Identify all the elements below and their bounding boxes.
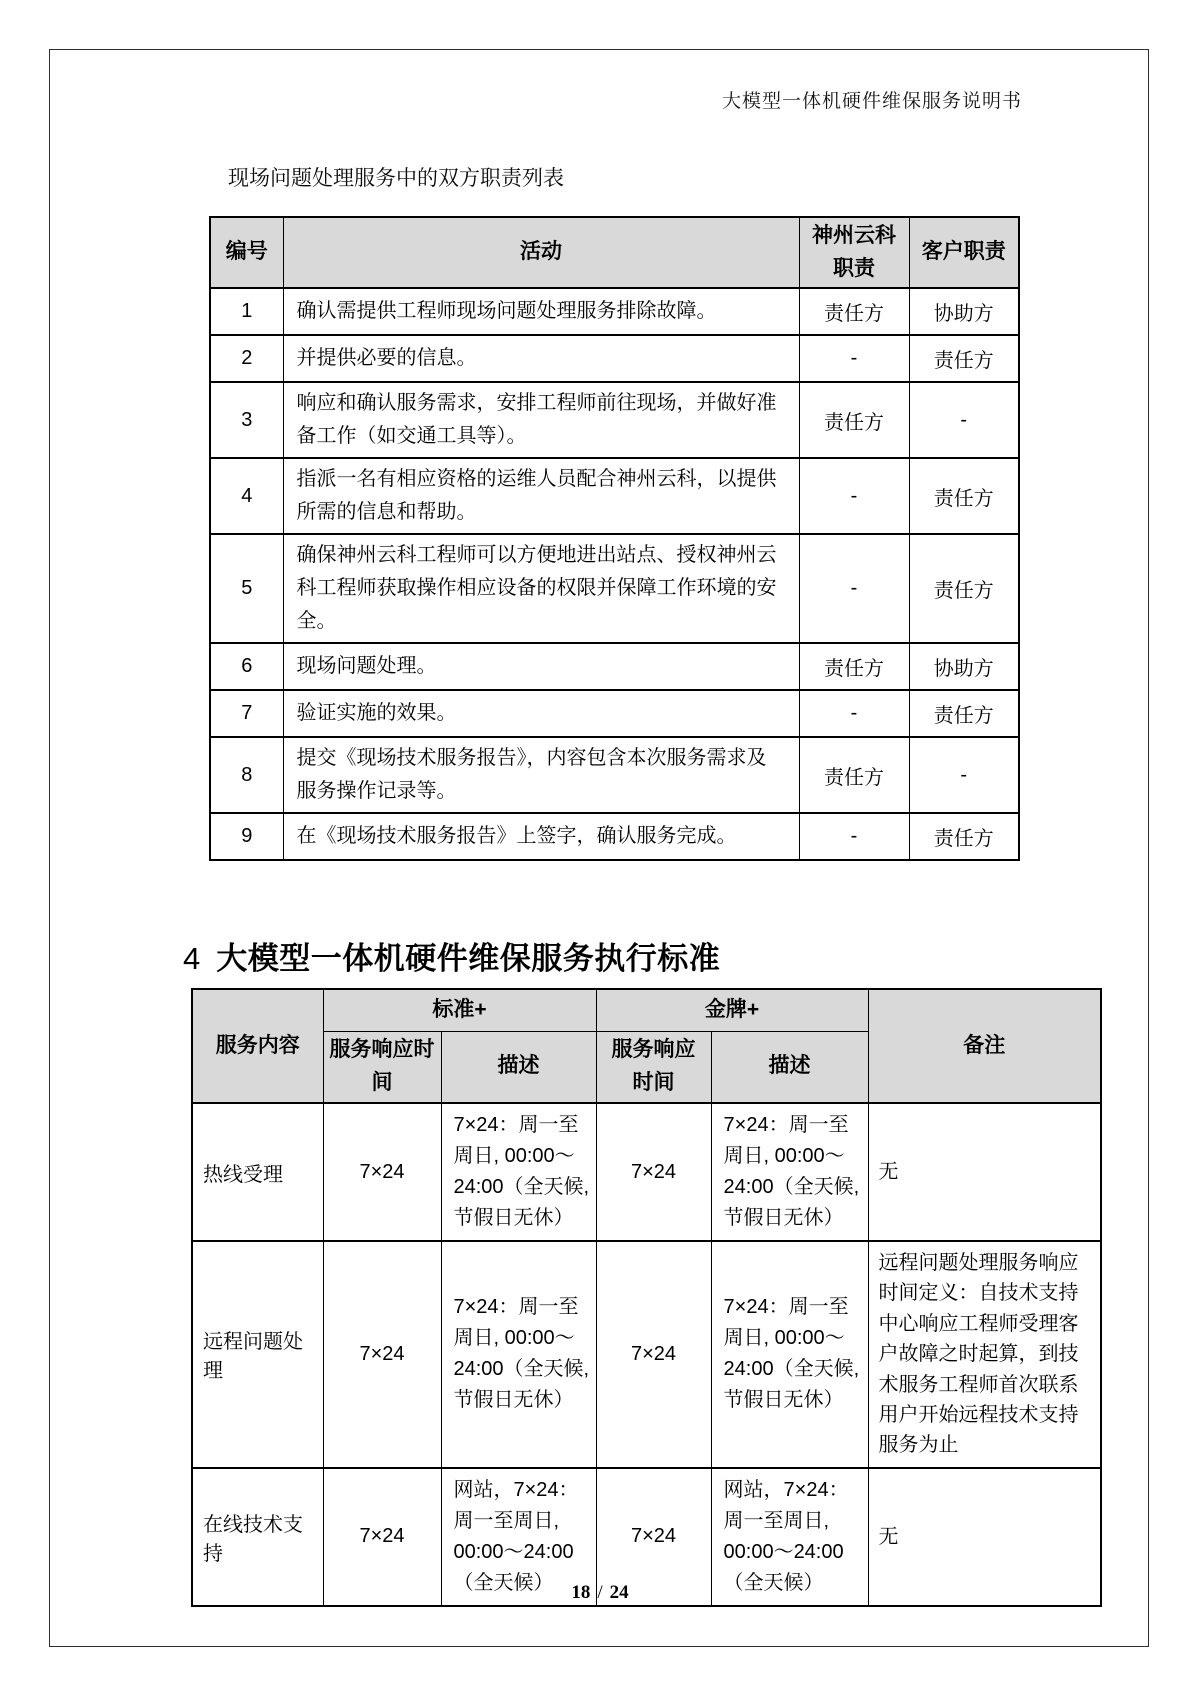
responsibility-table-body bbox=[210, 288, 1019, 860]
note-cell: 无 bbox=[868, 1468, 1101, 1606]
responsibility-table-header-row bbox=[210, 217, 1019, 288]
section-title: 大模型一体机硬件维保服务执行标准 bbox=[216, 941, 721, 976]
section-number: 4 bbox=[183, 941, 201, 976]
standard-response-time-cell: 7×24 bbox=[323, 1241, 441, 1468]
section-heading bbox=[183, 933, 720, 978]
responsibility-row bbox=[210, 690, 1019, 737]
standard-response-time-cell: 7×24 bbox=[323, 1468, 441, 1606]
gold-desc-cell: 7×24：周一至周日, 00:00～24:00（全天候, 节假日无休） bbox=[711, 1241, 868, 1468]
customer-role-cell: 责任方 bbox=[909, 458, 1019, 534]
row-number-cell: 6 bbox=[210, 643, 283, 690]
service-content-cell: 远程问题处理 bbox=[192, 1241, 323, 1468]
gold-desc-cell: 网站，7×24：周一至周日, 00:00～24:00（全天候） bbox=[711, 1468, 868, 1606]
customer-role-cell: 协助方 bbox=[909, 643, 1019, 690]
customer-role-cell: 责任方 bbox=[909, 690, 1019, 737]
vendor-role-cell: 责任方 bbox=[799, 288, 909, 335]
vendor-role-cell: 责任方 bbox=[799, 737, 909, 813]
page-footer bbox=[0, 1582, 1200, 1604]
row-number-cell: 1 bbox=[210, 288, 283, 335]
responsibility-row bbox=[210, 643, 1019, 690]
standards-row bbox=[192, 1103, 1101, 1241]
activity-cell: 提交《现场技术服务报告》，内容包含本次服务需求及服务操作记录等。 bbox=[283, 737, 799, 813]
activity-cell: 验证实施的效果。 bbox=[283, 690, 799, 737]
customer-role-cell: 责任方 bbox=[909, 534, 1019, 643]
header-cell-customer-role: 客户职责 bbox=[909, 217, 1019, 288]
standard-desc-cell: 7×24：周一至周日, 00:00～24:00（全天候, 节假日无休） bbox=[441, 1241, 596, 1468]
standards-table-body bbox=[192, 1103, 1101, 1606]
activity-cell: 指派一名有相应资格的运维人员配合神州云科，以提供所需的信息和帮助。 bbox=[283, 458, 799, 534]
vendor-role-cell: 责任方 bbox=[799, 382, 909, 458]
responsibility-table bbox=[209, 216, 1020, 861]
header-cell-number: 编号 bbox=[210, 217, 283, 288]
standards-table bbox=[191, 988, 1102, 1607]
row-number-cell: 7 bbox=[210, 690, 283, 737]
header-cell-desc-standard: 描述 bbox=[441, 1031, 596, 1103]
customer-role-cell: 责任方 bbox=[909, 335, 1019, 382]
row-number-cell: 4 bbox=[210, 458, 283, 534]
customer-role-cell: 协助方 bbox=[909, 288, 1019, 335]
vendor-role-cell: - bbox=[799, 813, 909, 860]
document-header-title: 大模型一体机硬件维保服务说明书 bbox=[721, 91, 1022, 112]
gold-response-time-cell: 7×24 bbox=[596, 1468, 711, 1606]
row-number-cell: 3 bbox=[210, 382, 283, 458]
note-cell: 无 bbox=[868, 1103, 1101, 1241]
responsibility-row bbox=[210, 813, 1019, 860]
header-cell-response-time-gold: 服务响应时间 bbox=[596, 1031, 711, 1103]
service-content-cell: 在线技术支持 bbox=[192, 1468, 323, 1606]
header-cell-response-time-standard: 服务响应时间 bbox=[323, 1031, 441, 1103]
standards-header-row-tiers bbox=[192, 989, 1101, 1031]
row-number-cell: 9 bbox=[210, 813, 283, 860]
footer-page-number: 18 bbox=[571, 1582, 591, 1603]
activity-cell: 确认需提供工程师现场问题处理服务排除故障。 bbox=[283, 288, 799, 335]
intro-text: 现场问题处理服务中的双方职责列表 bbox=[228, 167, 564, 190]
header-cell-tier-standard: 标准+ bbox=[323, 989, 596, 1031]
header-cell-tier-gold: 金牌+ bbox=[596, 989, 868, 1031]
vendor-role-cell: - bbox=[799, 690, 909, 737]
responsibility-row bbox=[210, 534, 1019, 643]
row-number-cell: 8 bbox=[210, 737, 283, 813]
responsibility-row bbox=[210, 335, 1019, 382]
standard-response-time-cell: 7×24 bbox=[323, 1103, 441, 1241]
header-cell-service-content: 服务内容 bbox=[192, 989, 323, 1103]
gold-response-time-cell: 7×24 bbox=[596, 1241, 711, 1468]
header-cell-note: 备注 bbox=[868, 989, 1101, 1103]
customer-role-cell: - bbox=[909, 737, 1019, 813]
gold-response-time-cell: 7×24 bbox=[596, 1103, 711, 1241]
customer-role-cell: 责任方 bbox=[909, 813, 1019, 860]
standards-row bbox=[192, 1241, 1101, 1468]
activity-cell: 并提供必要的信息。 bbox=[283, 335, 799, 382]
activity-cell: 在《现场技术服务报告》上签字，确认服务完成。 bbox=[283, 813, 799, 860]
responsibility-row bbox=[210, 382, 1019, 458]
activity-cell: 现场问题处理。 bbox=[283, 643, 799, 690]
note-cell: 远程问题处理服务响应时间定义：自技术支持中心响应工程师受理客户故障之时起算，到技术服务工程师首次联系用户开始远程技术支持服务为止 bbox=[868, 1241, 1101, 1468]
responsibility-row bbox=[210, 288, 1019, 335]
vendor-role-cell: - bbox=[799, 458, 909, 534]
service-content-cell: 热线受理 bbox=[192, 1103, 323, 1241]
header-cell-vendor-role: 神州云科职责 bbox=[799, 217, 909, 288]
vendor-role-cell: 责任方 bbox=[799, 643, 909, 690]
row-number-cell: 5 bbox=[210, 534, 283, 643]
vendor-role-cell: - bbox=[799, 335, 909, 382]
footer-total-pages: 24 bbox=[609, 1582, 629, 1603]
footer-separator: / bbox=[597, 1582, 603, 1603]
activity-cell: 确保神州云科工程师可以方便地进出站点、授权神州云科工程师获取操作相应设备的权限并保障工作环境的安全。 bbox=[283, 534, 799, 643]
header-cell-desc-gold: 描述 bbox=[711, 1031, 868, 1103]
header-cell-activity: 活动 bbox=[283, 217, 799, 288]
gold-desc-cell: 7×24：周一至周日, 00:00～24:00（全天候, 节假日无休） bbox=[711, 1103, 868, 1241]
customer-role-cell: - bbox=[909, 382, 1019, 458]
activity-cell: 响应和确认服务需求，安排工程师前往现场，并做好准备工作（如交通工具等）。 bbox=[283, 382, 799, 458]
vendor-role-cell: - bbox=[799, 534, 909, 643]
responsibility-row bbox=[210, 458, 1019, 534]
responsibility-row bbox=[210, 737, 1019, 813]
standard-desc-cell: 网站，7×24：周一至周日, 00:00～24:00（全天候） bbox=[441, 1468, 596, 1606]
row-number-cell: 2 bbox=[210, 335, 283, 382]
standard-desc-cell: 7×24：周一至周日, 00:00～24:00（全天候, 节假日无休） bbox=[441, 1103, 596, 1241]
